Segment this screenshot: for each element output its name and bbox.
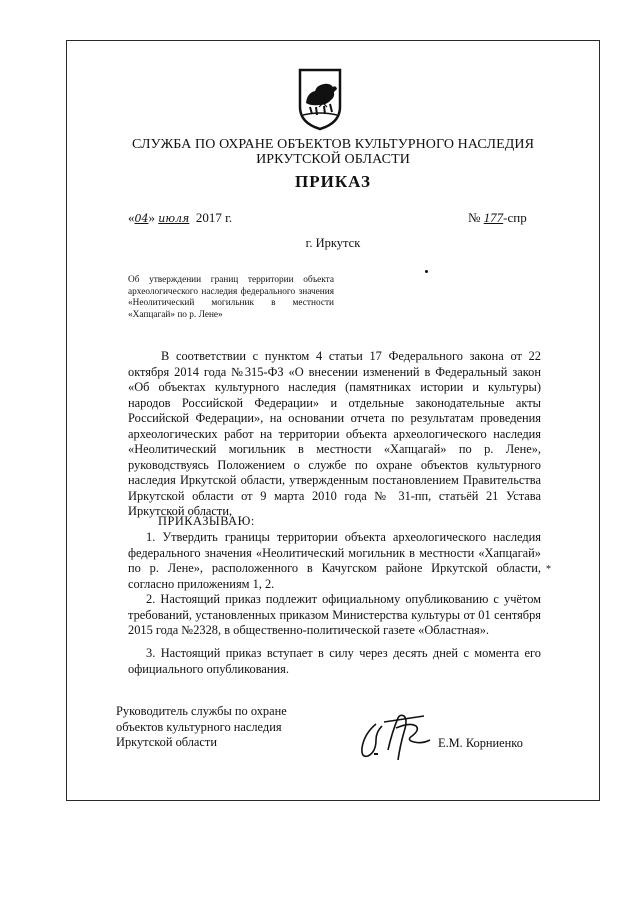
decree-item-1: 1. Утвердить границы территории объекта археологического наследия федерального значения «Неолитический могильник в местности «Хапцагай» по р. Лене», расположенного в Качугском районе Иркутской области, согласно приложениям 1, 2. <box>128 530 541 591</box>
subject-block: Об утверждении границ территории объекта археологического наследия федерального значения «Неолитический могильник в местности «Хапцагай» по р. Лене» <box>128 275 334 320</box>
city: г. Иркутск <box>305 236 361 250</box>
date-close-quote: » <box>148 210 155 225</box>
date-day: 04 <box>134 212 149 225</box>
side-mark: * <box>546 564 551 575</box>
date-year: 2017 г. <box>195 210 233 225</box>
org-name-line1: СЛУЖБА ПО ОХРАНЕ ОБЪЕКТОВ КУЛЬТУРНОГО НАСЛЕДИЯ <box>131 137 535 152</box>
position-line1: Руководитель службы по охране <box>116 704 287 718</box>
document-title: ПРИКАЗ <box>295 172 371 191</box>
stray-dot <box>425 270 428 273</box>
position-line2: объектов культурного наследия <box>116 719 282 734</box>
number-suffix: -спр <box>503 210 527 225</box>
decree-item-3: 3. Настоящий приказ вступает в силу через десять дней с момента его официального опубликования. <box>128 646 541 676</box>
number-value: 177 <box>483 210 504 225</box>
document-date <box>128 210 232 226</box>
decree-word: ПРИКАЗЫВАЮ: <box>158 514 255 528</box>
signatory-position <box>116 704 287 751</box>
intro-paragraph: В соответствии с пунктом 4 статьи 17 Федерального закона от 22 октября 2014 года №315-ФЗ «О внесении изменений в Федеральный закон «Об объектах культурного наследия (памятниках истории и культуры) народов Российской Федерации» и отдельные законодательные акты Российской Федерации», на основании отчета по результатам проведения археологических работ на территории объекта археологического наследия «Неолитический могильник в местности «Хапцагай» по р. Лене», руководствуясь Положением о службе по охране объектов культурного наследия Иркутской области, утвержденным постановлением Правительства Иркутской области от 9 марта 2010 года № 31-пп, статьёй 21 Устава Иркутской области, <box>128 349 541 518</box>
coat-of-arms-icon <box>297 67 343 131</box>
date-month: июля <box>158 212 190 225</box>
org-name-line2: ИРКУТСКОЙ ОБЛАСТИ <box>256 152 410 167</box>
decree-item-2: 2. Настоящий приказ подлежит официальному опубликованию с учётом требований, установленных приказом Министерства культуры от 01 сентября 2015 года №2328, в общественно-политической газете «Областная». <box>128 592 541 637</box>
document-number <box>468 210 527 226</box>
signatory-name: Е.М. Корниенко <box>438 736 523 750</box>
position-line3: Иркутской области <box>116 735 217 749</box>
date-open-quote: « <box>128 210 135 225</box>
handwritten-signature <box>354 710 444 766</box>
number-prefix: № <box>468 210 481 225</box>
